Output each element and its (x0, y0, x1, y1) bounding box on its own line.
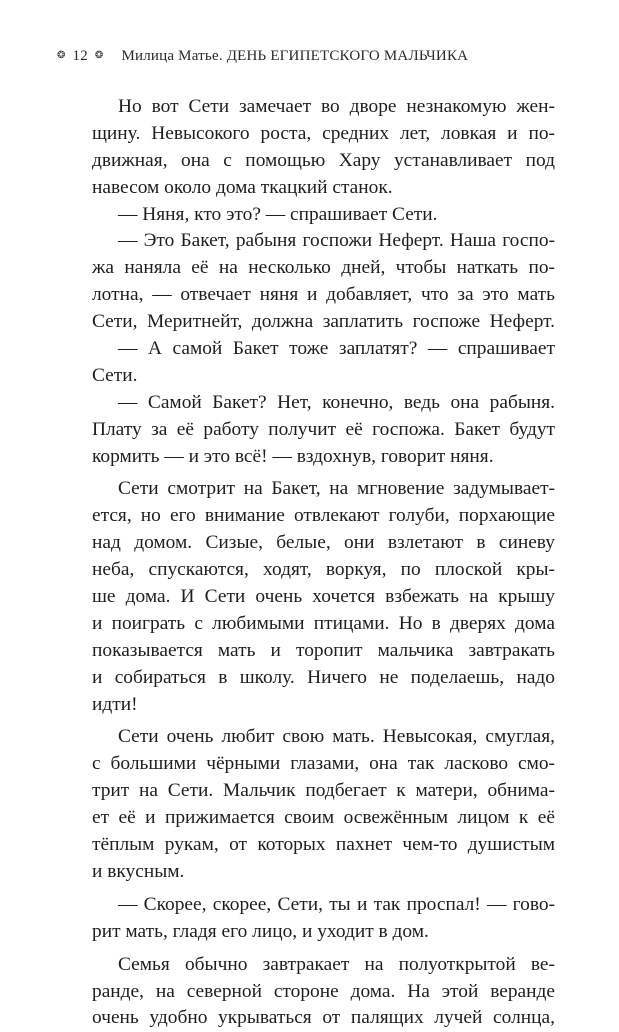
text-line: ранде, на северной стороне дома. На этой веранде (92, 980, 555, 1002)
text-line: и вкусным. (92, 860, 185, 882)
running-title: Милица Матье. ДЕНЬ ЕГИПЕТСКОГО МАЛЬЧИКА (121, 48, 469, 64)
text-line: и собираться в школу. Ничего не поделаешь, надо (92, 666, 555, 688)
text-line: — А самой Бакет тоже заплатят? — спрашивает (118, 338, 555, 360)
text-line: идти! (92, 693, 138, 715)
text-line: кормить — и это всё! — вздохнув, говорит няня. (92, 445, 494, 467)
text-line: показывается мать и торопит мальчика завтракать (92, 639, 555, 661)
text-line: — Скорее, скорее, Сети, ты и так проспал! — гово- (118, 893, 555, 915)
text-line: — Самой Бакет? Нет, конечно, ведь она рабыня. (118, 391, 555, 413)
ornament-left-icon: ❂ (57, 50, 66, 61)
text-line: Сети, Меритнейт, должна заплатить госпоже Неферт. (92, 311, 555, 333)
text-line: навесом около дома ткацкий станок. (92, 176, 393, 198)
text-line: щину. Невысокого роста, средних лет, ловкая и по- (92, 122, 555, 144)
running-header (57, 48, 468, 65)
text-line: Но вот Сети замечает во дворе незнакомую жен- (118, 96, 555, 117)
text-line: ше дома. И Сети очень хочется взбежать на крышу (92, 586, 555, 608)
text-line: ет её и прижимается своим освежённым лицом к её (92, 807, 555, 829)
text-line: Сети смотрит на Бакет, на мгновение задумывает- (118, 478, 555, 500)
text-line: — Няня, кто это? — спрашивает Сети. (118, 203, 438, 225)
text-line: лотна, — отвечает няня и добавляет, что за это мать (92, 284, 555, 306)
text-line: тёплым рукам, от которых пахнет чем-то душистым (92, 834, 555, 856)
text-line: неба, спускаются, ходят, воркуя, по плоской кры- (92, 559, 555, 581)
text-line: рит мать, гладя его лицо, и уходит в дом. (92, 920, 429, 942)
text-line: и поиграть с любимыми птицами. Но в дверях дома (92, 612, 555, 634)
text-line: с большими чёрными глазами, она так ласково смо- (92, 753, 555, 775)
text-line: Сети очень любит свою мать. Невысокая, смуглая, (118, 726, 555, 748)
text-line: Сети. (92, 364, 138, 386)
page-number: 12 (72, 48, 88, 64)
text-line: Семья обычно завтракает на полуоткрытой ве- (118, 953, 555, 975)
ornament-right-icon: ❂ (94, 50, 104, 61)
text-line: очень удобно укрываться от палящих лучей солнца, (92, 1007, 555, 1029)
text-line: трит на Сети. Мальчик подбегает к матери, обнима- (92, 780, 555, 802)
text-line: движная, она с помощью Хару устанавливает под (92, 149, 555, 171)
text-line: жа наняла её на несколько дней, чтобы наткать по- (92, 257, 555, 279)
text-line: ется, но его внимание отвлекают голуби, порхающие (92, 505, 555, 527)
text-line: Плату за её работу получит её госпожа. Бакет будут (92, 418, 555, 440)
text-line: — Это Бакет, рабыня госпожи Неферт. Наша госпо- (118, 230, 555, 252)
text-line: над домом. Сизые, белые, они взлетают в синеву (92, 532, 555, 554)
body-text (92, 94, 555, 1032)
